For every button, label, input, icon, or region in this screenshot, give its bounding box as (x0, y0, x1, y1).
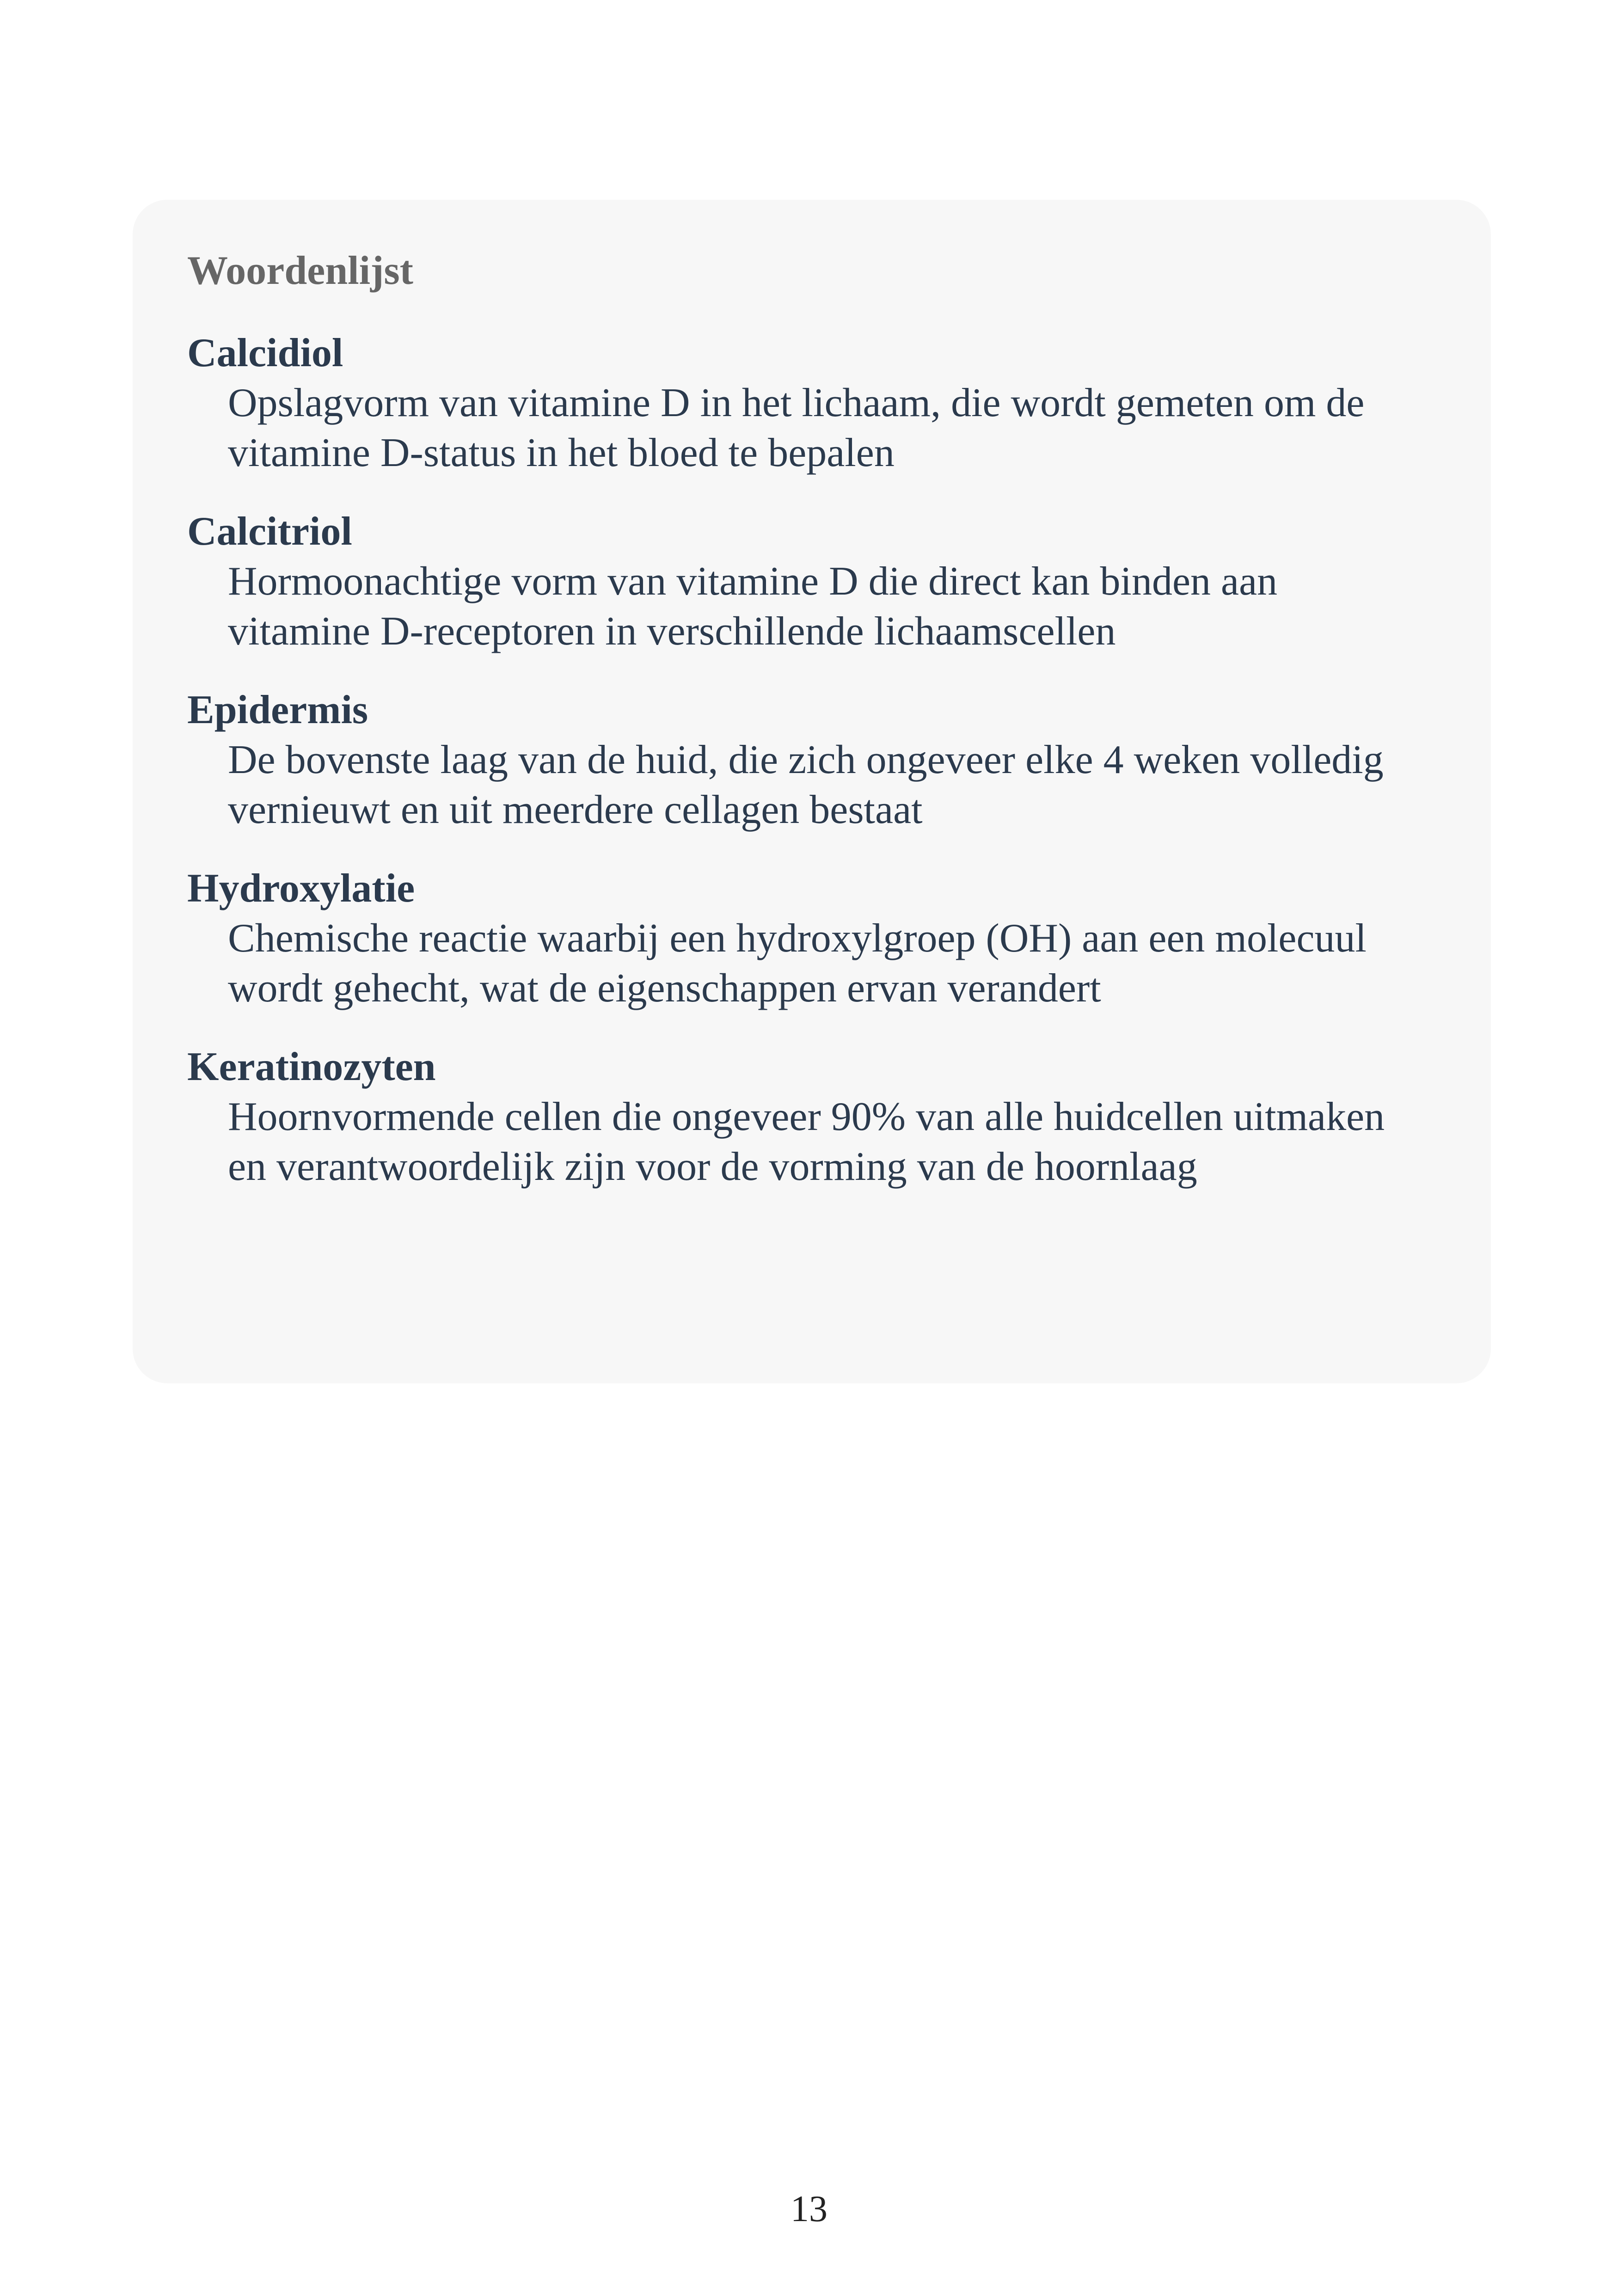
glossary-title: Woordenlijst (187, 248, 413, 293)
term-definition: Hormoonachtige vorm van vitamine D die direct kan binden aan vitamine D-receptoren in verschillende lichaamscellen (228, 559, 1278, 654)
term-name: Epidermis (187, 688, 368, 732)
glossary-entry (187, 864, 1436, 1013)
glossary-box (133, 200, 1491, 1383)
glossary-entry (187, 1042, 1436, 1192)
glossary-entry (187, 685, 1436, 835)
term-name: Hydroxylatie (187, 866, 415, 911)
glossary-entry (187, 328, 1436, 478)
glossary-entry (187, 507, 1436, 657)
term-definition: De bovenste laag van de huid, die zich ongeveer elke 4 weken volledig vernieuwt en uit meerdere cellagen bestaat (228, 737, 1384, 832)
term-name: Keratinozyten (187, 1044, 436, 1089)
term-definition: Hoornvormende cellen die ongeveer 90% van alle huidcellen uitmaken en verantwoordelijk zijn voor de vorming van de hoornlaag (228, 1094, 1385, 1189)
page-number: 13 (791, 2189, 827, 2229)
term-definition: Opslagvorm van vitamine D in het lichaam, die wordt gemeten om de vitamine D-status in het bloed te bepalen (228, 381, 1365, 475)
term-name: Calcitriol (187, 509, 352, 554)
term-name: Calcidiol (187, 331, 343, 375)
term-definition: Chemische reactie waarbij een hydroxylgroep (OH) aan een molecuul wordt gehecht, wat de eigenschappen ervan verandert (228, 916, 1367, 1011)
